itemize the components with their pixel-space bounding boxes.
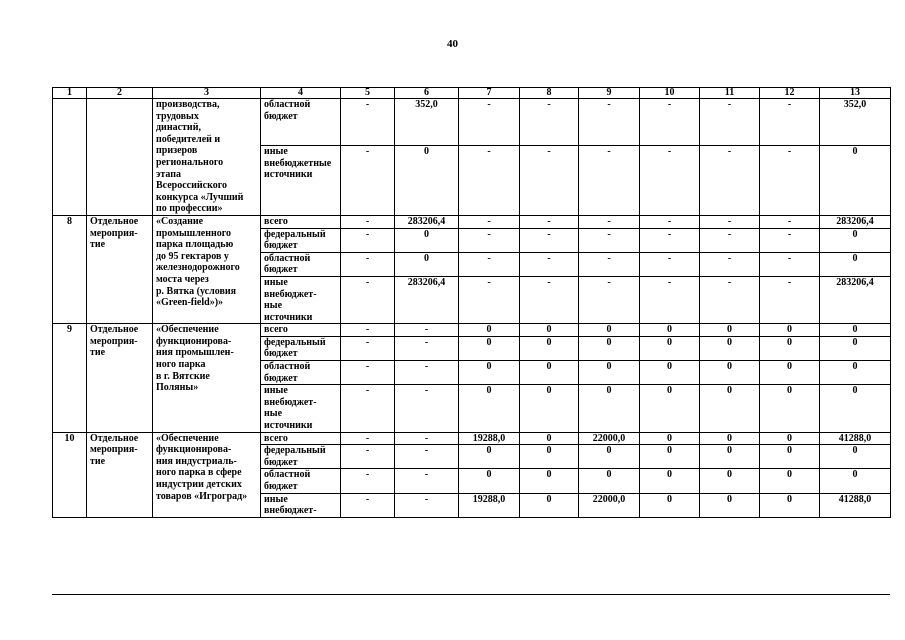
value-cell: 0 xyxy=(459,445,520,469)
cell-line: промышленного xyxy=(156,227,232,239)
cell-line: внебюджетные xyxy=(264,157,332,169)
value-cell: 0 xyxy=(459,324,520,337)
cell-line: бюджет xyxy=(264,110,298,122)
value-cell: - xyxy=(459,146,520,216)
column-header-row xyxy=(53,88,891,99)
table-row xyxy=(53,432,891,445)
funding-source xyxy=(261,385,341,432)
value-cell: 283206,4 xyxy=(395,215,459,228)
value-cell: 0 xyxy=(640,493,700,517)
value-cell: - xyxy=(520,146,579,216)
cell-line: всего xyxy=(264,432,288,444)
value-cell: 0 xyxy=(640,324,700,337)
value-cell: 19288,0 xyxy=(459,493,520,517)
value-cell: - xyxy=(760,252,820,276)
value-cell: 0 xyxy=(520,445,579,469)
cell-line: функционирова- xyxy=(156,444,232,456)
row-number: 10 xyxy=(53,432,87,517)
cell-line: тие xyxy=(90,455,106,467)
value-cell: 0 xyxy=(820,324,891,337)
value-cell: - xyxy=(579,252,640,276)
value-cell: 0 xyxy=(520,493,579,517)
cell-line: иные xyxy=(264,493,288,505)
cell-line: областной xyxy=(264,361,311,373)
value-cell: 41288,0 xyxy=(820,432,891,445)
value-cell: - xyxy=(341,215,395,228)
value-cell: 283206,4 xyxy=(395,276,459,323)
value-cell: - xyxy=(459,215,520,228)
column-header-4: 4 xyxy=(261,88,341,99)
value-cell: 0 xyxy=(579,385,640,432)
cell-line: бюджет xyxy=(264,264,298,276)
value-cell: 0 xyxy=(700,493,760,517)
value-cell: - xyxy=(640,215,700,228)
value-cell: 0 xyxy=(700,445,760,469)
column-header-9: 9 xyxy=(579,88,640,99)
value-cell: - xyxy=(341,385,395,432)
value-cell: 0 xyxy=(395,228,459,252)
value-cell: 0 xyxy=(820,469,891,493)
cell-line: производства, xyxy=(156,99,220,110)
cell-line: бюджет xyxy=(264,481,298,493)
cell-line: этапа xyxy=(156,168,181,180)
cell-line: иные xyxy=(264,385,288,397)
value-cell: - xyxy=(640,276,700,323)
row-number xyxy=(53,99,87,216)
cell-line: источники xyxy=(264,420,313,432)
funding-source xyxy=(261,228,341,252)
value-cell: 0 xyxy=(579,361,640,385)
value-cell: 0 xyxy=(579,324,640,337)
cell-line: товаров «Игроград» xyxy=(156,490,248,502)
cell-line: Отдельное xyxy=(90,324,139,336)
measure-name xyxy=(153,215,261,323)
measure-name xyxy=(153,99,261,216)
value-cell: - xyxy=(760,228,820,252)
value-cell: 0 xyxy=(700,385,760,432)
value-cell: - xyxy=(459,252,520,276)
value-cell: - xyxy=(760,99,820,146)
value-cell: - xyxy=(459,99,520,146)
value-cell: 0 xyxy=(520,361,579,385)
cell-line: в г. Вятские xyxy=(156,370,210,382)
value-cell: - xyxy=(341,469,395,493)
value-cell: 0 xyxy=(700,336,760,360)
value-cell: 0 xyxy=(640,469,700,493)
value-cell: 0 xyxy=(820,252,891,276)
value-cell: - xyxy=(341,324,395,337)
value-cell: - xyxy=(395,385,459,432)
cell-line: «Создание xyxy=(156,215,204,227)
cell-line: до 95 гектаров у xyxy=(156,250,229,262)
value-cell: - xyxy=(395,361,459,385)
cell-line: индустрии детских xyxy=(156,479,242,491)
value-cell: 0 xyxy=(459,385,520,432)
cell-line: конкурса «Лучший xyxy=(156,191,244,203)
value-cell: 0 xyxy=(520,336,579,360)
measure-name xyxy=(153,324,261,432)
value-cell: 0 xyxy=(760,336,820,360)
measure-type xyxy=(87,215,153,323)
cell-line: р. Вятка (условия xyxy=(156,285,237,297)
value-cell: 0 xyxy=(579,445,640,469)
value-cell: - xyxy=(395,432,459,445)
row-number: 9 xyxy=(53,324,87,432)
value-cell: 22000,0 xyxy=(579,493,640,517)
value-cell: - xyxy=(520,276,579,323)
value-cell: - xyxy=(579,276,640,323)
value-cell: 0 xyxy=(760,469,820,493)
value-cell: 0 xyxy=(700,361,760,385)
value-cell: 0 xyxy=(820,445,891,469)
cell-line: бюджет xyxy=(264,456,298,468)
value-cell: 22000,0 xyxy=(579,432,640,445)
value-cell: - xyxy=(520,252,579,276)
value-cell: - xyxy=(341,493,395,517)
column-header-12: 12 xyxy=(760,88,820,99)
value-cell: - xyxy=(341,361,395,385)
value-cell: - xyxy=(579,215,640,228)
value-cell: - xyxy=(395,493,459,517)
value-cell: 0 xyxy=(760,432,820,445)
cell-line: мероприя- xyxy=(90,227,138,239)
column-header-1: 1 xyxy=(53,88,87,99)
cell-line: победителей и xyxy=(156,133,221,145)
value-cell: 0 xyxy=(820,336,891,360)
column-header-7: 7 xyxy=(459,88,520,99)
cell-line: внебюджет- xyxy=(264,288,317,300)
value-cell: - xyxy=(760,276,820,323)
cell-line: всего xyxy=(264,215,288,227)
value-cell: 0 xyxy=(520,385,579,432)
cell-line: бюджет xyxy=(264,348,298,360)
cell-line: тие xyxy=(90,347,106,359)
cell-line: иные xyxy=(264,276,288,288)
funding-source xyxy=(261,445,341,469)
value-cell: - xyxy=(700,252,760,276)
value-cell: 0 xyxy=(700,469,760,493)
cell-line: ния промышлен- xyxy=(156,347,234,359)
value-cell: - xyxy=(640,99,700,146)
value-cell: 283206,4 xyxy=(820,215,891,228)
funding-source xyxy=(261,469,341,493)
cell-line: источники xyxy=(264,311,313,323)
value-cell: 0 xyxy=(760,361,820,385)
cell-line: регионального xyxy=(156,156,224,168)
funding-source xyxy=(261,146,341,216)
cell-line: парка площадью xyxy=(156,239,234,251)
funding-source xyxy=(261,336,341,360)
cell-line: бюджет xyxy=(264,372,298,384)
value-cell: - xyxy=(341,336,395,360)
value-cell: - xyxy=(459,228,520,252)
value-cell: 0 xyxy=(459,469,520,493)
measure-type xyxy=(87,432,153,517)
value-cell: - xyxy=(700,146,760,216)
value-cell: 0 xyxy=(640,432,700,445)
funding-source xyxy=(261,215,341,228)
value-cell: 0 xyxy=(640,385,700,432)
funding-source xyxy=(261,324,341,337)
cell-line: ния индустриаль- xyxy=(156,455,237,467)
value-cell: 0 xyxy=(520,432,579,445)
value-cell: - xyxy=(341,146,395,216)
value-cell: - xyxy=(579,146,640,216)
value-cell: - xyxy=(700,228,760,252)
funding-source xyxy=(261,432,341,445)
value-cell: 0 xyxy=(760,493,820,517)
cell-line: иные xyxy=(264,146,288,158)
cell-line: призеров xyxy=(156,145,198,157)
value-cell: - xyxy=(395,469,459,493)
cell-line: федеральный xyxy=(264,228,326,240)
cell-line: Всероссийского xyxy=(156,180,227,192)
budget-table xyxy=(52,87,891,518)
cell-line: моста через xyxy=(156,273,209,285)
row-number: 8 xyxy=(53,215,87,323)
value-cell: 0 xyxy=(579,469,640,493)
value-cell: 0 xyxy=(820,385,891,432)
cell-line: источники xyxy=(264,169,313,181)
cell-line: мероприя- xyxy=(90,335,138,347)
cell-line: Отдельное xyxy=(90,432,139,444)
value-cell: - xyxy=(459,276,520,323)
value-cell: - xyxy=(341,99,395,146)
cell-line: «Обеспечение xyxy=(156,324,219,336)
value-cell: - xyxy=(341,228,395,252)
value-cell: - xyxy=(341,432,395,445)
value-cell: 352,0 xyxy=(820,99,891,146)
cell-line: бюджет xyxy=(264,240,298,252)
cell-line: ного парка в сфере xyxy=(156,467,242,479)
value-cell: 352,0 xyxy=(395,99,459,146)
value-cell: - xyxy=(700,215,760,228)
cell-line: областной xyxy=(264,469,311,481)
value-cell: - xyxy=(341,445,395,469)
table-row xyxy=(53,99,891,146)
value-cell: 0 xyxy=(760,324,820,337)
value-cell: 0 xyxy=(640,361,700,385)
value-cell: 19288,0 xyxy=(459,432,520,445)
table-row xyxy=(53,215,891,228)
cell-line: функционирова- xyxy=(156,335,232,347)
column-header-13: 13 xyxy=(820,88,891,99)
cell-line: внебюджет- xyxy=(264,396,317,408)
value-cell: - xyxy=(640,228,700,252)
value-cell: - xyxy=(395,324,459,337)
measure-type xyxy=(87,324,153,432)
funding-source xyxy=(261,276,341,323)
value-cell: - xyxy=(579,228,640,252)
funding-source xyxy=(261,493,341,517)
value-cell: - xyxy=(395,445,459,469)
cell-line: областной xyxy=(264,252,311,264)
column-header-10: 10 xyxy=(640,88,700,99)
value-cell: - xyxy=(395,336,459,360)
value-cell: - xyxy=(520,99,579,146)
table-bottom-rule xyxy=(52,594,890,595)
value-cell: 0 xyxy=(640,445,700,469)
funding-source xyxy=(261,252,341,276)
value-cell: 0 xyxy=(820,361,891,385)
cell-line: всего xyxy=(264,324,288,336)
column-header-5: 5 xyxy=(341,88,395,99)
column-header-8: 8 xyxy=(520,88,579,99)
cell-line: по профессии» xyxy=(156,203,223,215)
value-cell: - xyxy=(520,215,579,228)
cell-line: мероприя- xyxy=(90,444,138,456)
cell-line: ные xyxy=(264,300,283,312)
cell-line: федеральный xyxy=(264,336,326,348)
value-cell: 0 xyxy=(820,146,891,216)
value-cell: 0 xyxy=(395,146,459,216)
cell-line: железнодорожного xyxy=(156,262,240,274)
measure-type xyxy=(87,99,153,216)
value-cell: - xyxy=(579,99,640,146)
cell-line: Отдельное xyxy=(90,215,139,227)
column-header-2: 2 xyxy=(87,88,153,99)
value-cell: 0 xyxy=(760,385,820,432)
cell-line: ные xyxy=(264,408,283,420)
value-cell: 0 xyxy=(395,252,459,276)
column-header-6: 6 xyxy=(395,88,459,99)
cell-line: внебюджет- xyxy=(264,505,317,517)
value-cell: 0 xyxy=(459,336,520,360)
value-cell: 283206,4 xyxy=(820,276,891,323)
cell-line: трудовых xyxy=(156,110,199,122)
cell-line: «Обеспечение xyxy=(156,432,219,444)
value-cell: - xyxy=(700,276,760,323)
value-cell: - xyxy=(640,252,700,276)
value-cell: 0 xyxy=(700,324,760,337)
value-cell: 41288,0 xyxy=(820,493,891,517)
value-cell: 0 xyxy=(640,336,700,360)
funding-source xyxy=(261,99,341,146)
value-cell: - xyxy=(640,146,700,216)
value-cell: 0 xyxy=(520,469,579,493)
value-cell: - xyxy=(760,146,820,216)
value-cell: - xyxy=(700,99,760,146)
cell-line: «Green-field»)» xyxy=(156,297,224,309)
value-cell: - xyxy=(760,215,820,228)
cell-line: Поляны» xyxy=(156,382,199,394)
cell-line: федеральный xyxy=(264,445,326,457)
value-cell: - xyxy=(341,276,395,323)
value-cell: 0 xyxy=(459,361,520,385)
value-cell: 0 xyxy=(579,336,640,360)
value-cell: - xyxy=(520,228,579,252)
measure-name xyxy=(153,432,261,517)
value-cell: 0 xyxy=(820,228,891,252)
column-header-11: 11 xyxy=(700,88,760,99)
cell-line: династий, xyxy=(156,122,201,134)
value-cell: 0 xyxy=(520,324,579,337)
value-cell: 0 xyxy=(700,432,760,445)
cell-line: областной xyxy=(264,99,311,110)
page-number: 40 xyxy=(447,38,458,50)
cell-line: тие xyxy=(90,239,106,251)
column-header-3: 3 xyxy=(153,88,261,99)
funding-source xyxy=(261,361,341,385)
cell-line: ного парка xyxy=(156,359,206,371)
table-row xyxy=(53,324,891,337)
value-cell: - xyxy=(341,252,395,276)
value-cell: 0 xyxy=(760,445,820,469)
